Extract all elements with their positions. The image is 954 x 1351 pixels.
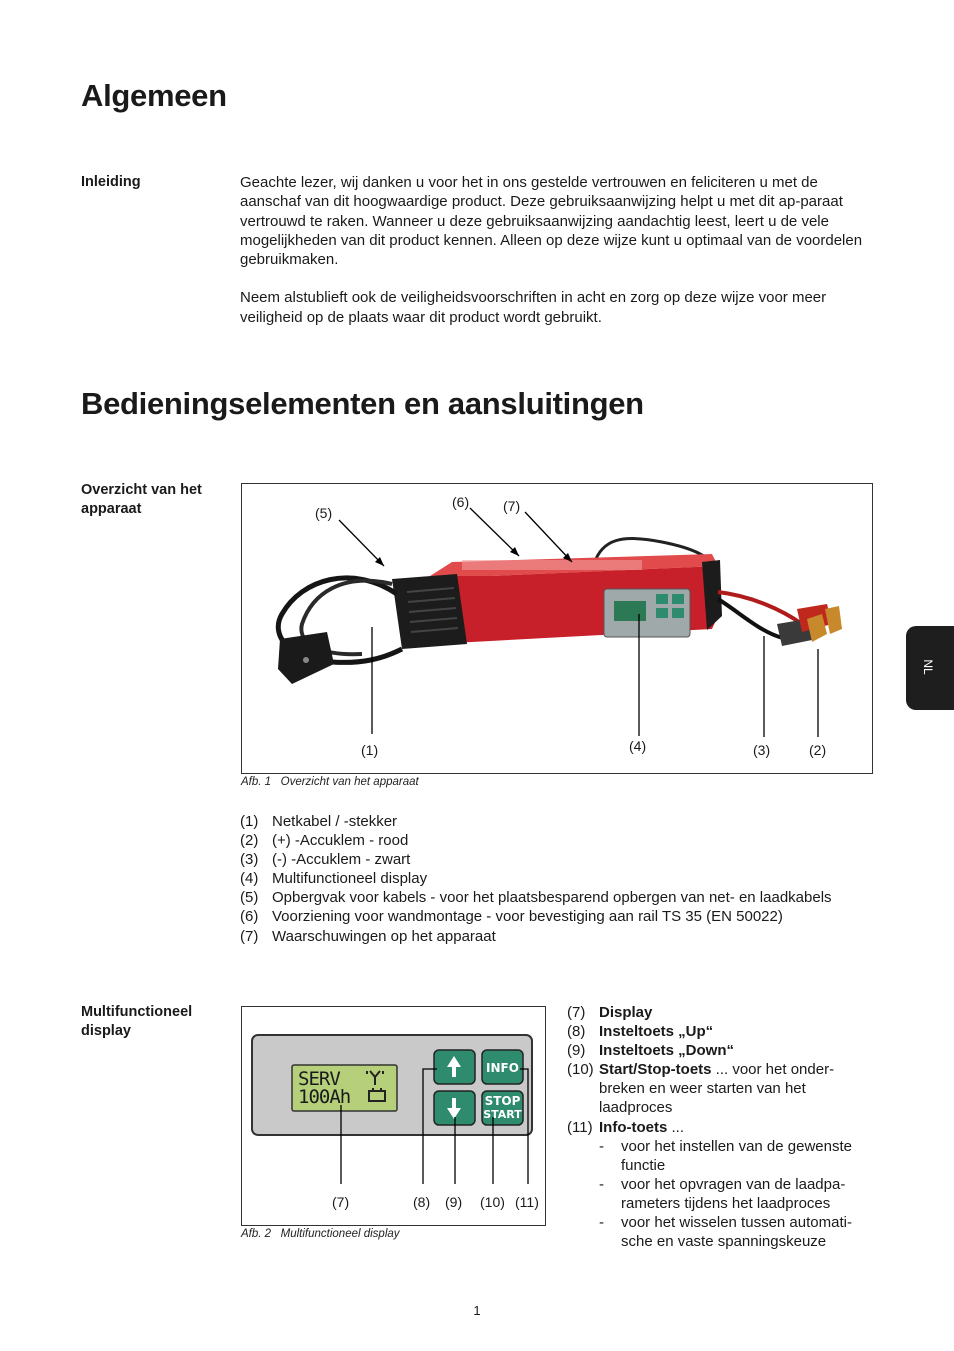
page-number: 1 [473,1303,481,1318]
lcd-line-1: SERV [298,1068,340,1090]
intro-text [240,173,872,327]
lcd-line-2: 100Ah [298,1086,351,1108]
list-item: (8) Insteltoets „Up“ [567,1023,714,1041]
list-item: (6) Voorziening voor wandmontage - voor bevestiging aan rail TS 35 (EN 50022) [240,908,783,926]
device-top-strip [462,560,642,570]
fig1-label-4: (4) [629,738,647,754]
device-figure [241,483,873,774]
intro-paragraph-1: Geachte lezer, wij danken u voor het in ons gestelde vertrouwen en feliciteren u met de aanschaf van dit hoogwaardige product. Deze gebruiksaanwijzing helpt u met dit ap-paraat vertrouwd te raken. Wanneer u deze gebruiksaanwijzing aandachtig leest, leert u de vele mogelijkheden van dit product kennen. Alleen op deze wijze kunt u optimaal van de voordelen gebruikmaken. [240,174,863,269]
overview-label: Overzicht van het apparaat [81,482,202,517]
list-item: (10) Start/Stop-toets ... voor het onder-breken en weer starten van het laadproces [567,1061,835,1117]
list-item: (5) Opbergvak voor kabels - voor het plaatsbesparend opbergen van net- en laadkabels [240,889,832,907]
fig2-label-8: (8) [413,1194,431,1210]
list-item: (9) Insteltoets „Down“ [567,1042,735,1060]
list-item: (4) Multifunctioneel display [240,870,428,888]
fig2-label-9: (9) [445,1194,463,1210]
fig2-label-10: (10) [480,1194,505,1210]
list-item: (7) Waarschuwingen op het apparaat [240,927,496,945]
fig2-label-7: (7) [332,1194,350,1210]
device-lcd [614,601,646,621]
fig1-label-3: (3) [753,742,771,758]
device-button-b [672,594,684,604]
list-item: (3) (-) -Accuklem - zwart [240,851,411,869]
intro-paragraph-2: Neem alstublieft ook de veiligheidsvoorschriften in acht en zorg op deze wijze voor meer veiligheid op de plaats waar dit product wordt gebruikt. [240,289,827,326]
fig1-caption: Afb. 1 Overzicht van het apparaat [241,776,419,788]
list-item: (1) Netkabel / -stekker [240,813,398,830]
sub-list-item: - voor het opvragen van de laadpa-rameters tijdens het laadproces [599,1175,846,1212]
device-button-a [656,594,668,604]
fig2-caption: Afb. 2 Multifunctioneel display [241,1228,400,1240]
list-item: (2) (+) -Accuklem - rood [240,832,409,850]
overview-list [240,812,832,946]
list-item: (11) Info-toets ... [567,1118,684,1136]
device-illustration [242,484,872,773]
display-legend [567,1003,887,1251]
stop-button-label[interactable]: STOP [484,1094,521,1108]
device-button-c [656,608,668,618]
sub-list-item: - voor het wisselen tussen automati-sche en vaste spanningskeuze [599,1214,852,1251]
language-tab-label: NL [921,659,935,675]
fig1-label-2: (2) [809,742,827,758]
display-label: Multifunctioneel display [81,1004,193,1039]
sub-list-item: - voor het instellen van de gewenste functie [599,1137,852,1174]
device-vent-end [392,574,467,649]
intro-label: Inleiding [81,174,141,190]
start-button-label[interactable]: START [483,1108,522,1121]
fig1-label-7: (7) [503,498,521,514]
fig1-label-5: (5) [315,505,333,521]
fig1-label-1: (1) [361,742,379,758]
heading-general: Algemeen [81,78,227,113]
device-button-d [672,608,684,618]
heading-controls: Bedieningselementen en aansluitingen [81,386,644,421]
language-tab [906,626,954,710]
list-item: (7) Display [567,1004,653,1021]
fig1-label-6: (6) [452,494,470,510]
fig2-label-11: (11) [515,1194,539,1210]
charge-cable-black [718,599,787,639]
info-button-label[interactable]: INFO [486,1061,519,1075]
display-figure [241,1006,546,1226]
